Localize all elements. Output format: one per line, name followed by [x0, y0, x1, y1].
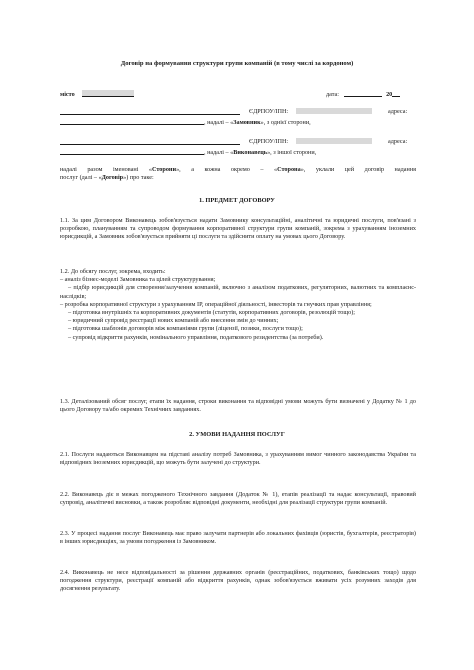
clause-1-2-item: – підбір юрисдикцій для створення/залучення компаній, включно з аналізом податкових, регуляторних, валютних та комплаєнс-наслідків;	[60, 284, 416, 300]
together-a: надалі разом іменовані «	[60, 166, 152, 173]
party2-edrpou-label: ЄДРПОУ/ІПН:	[249, 138, 289, 145]
party2-name-field[interactable]	[60, 138, 240, 145]
date-label: дата:	[326, 91, 339, 98]
clause-2-4-text: 2.4. Виконавець не несе відповідальності за рішення державних органів (реєстраційних, податкових, банківських тощо) щодо погодження структури, реєстрації компаній або відкриття рахунків, однак зобов'язується вживати усіх розумних заходів для досягнення результату.	[60, 569, 416, 593]
party1-suffix: », з однієї сторони,	[260, 119, 311, 126]
party1-role: Замовник	[233, 119, 261, 126]
clause-1-1-text: 1.1. За цим Договором Виконавець зобов'язується надати Замовнику консультаційні, аналітичні та юридичні послуги, пов'язані з розробкою, плануванням та супроводом формування корпоративної структури групи компаній, зокрема з урахуванням іноземних юрисдикцій, а Замовник зобов'язується прийняти ці послуги та здійснити оплату на умовах цього Договору.	[60, 217, 416, 241]
party1-edrpou-field[interactable]	[296, 108, 372, 114]
date-line	[326, 90, 400, 99]
party2-edrpou-field[interactable]	[296, 138, 372, 144]
together-parties: Сторони	[151, 166, 177, 173]
clause-1-3-text: 1.3. Деталізований обсяг послуг, етапи їх надання, строки виконання та відповідні умови можуть бути визначені у Додатку № 1 до цього Договору та/або окремих Технічних завданнях.	[60, 398, 416, 414]
clause-2-1-text: 2.1. Послуги надаються Виконавцем на підставі аналізу потреб Замовника, з урахуванням вимог чинного законодавства України та відповідних іноземних юрисдикцій, що можуть бути залучені до структури.	[60, 451, 416, 467]
party2-address-field[interactable]	[60, 148, 204, 155]
city-field[interactable]	[82, 90, 134, 97]
city-line	[60, 90, 134, 99]
clause-1-2-item: – розробка корпоративної структури з урахуванням IP, операційної діяльності, інвесторів та гнучких прав управління;	[60, 300, 372, 308]
party2-line2	[60, 148, 316, 157]
clause-2-3	[60, 530, 416, 546]
party2-edrpou	[249, 138, 372, 146]
clause-1-2-item: – супровід відкриття рахунків, номінального управління, податкового резидентства (за потреби).	[68, 333, 324, 341]
clause-1-3	[60, 398, 416, 414]
party1-address-field[interactable]	[60, 118, 204, 125]
clause-1-2-item: – юридичний супровід реєстрації нових компаній або внесення змін до чинних;	[68, 317, 279, 325]
year-prefix: 20	[386, 91, 393, 98]
party2-address-label: адреса:	[388, 138, 408, 145]
party2-prefix: , надалі – «	[204, 149, 234, 156]
section1-heading: 1. ПРЕДМЕТ ДОГОВОРУ	[199, 197, 275, 204]
section2-heading: 2. УМОВИ НАДАННЯ ПОСЛУГ	[189, 431, 285, 438]
clause-1-2	[60, 268, 416, 342]
clause-2-3-text: 2.3. У процесі надання послуг Виконавець має право залучати партнерів або локальних фахівців (юристів, бухгалтерів, реєстраторів) в інших юрисдикціях, за умови погодження із Замовником.	[60, 530, 416, 546]
together2-c: ») про таке:	[123, 174, 154, 182]
clause-2-2-text: 2.2. Виконавець діє в межах погодженого Технічного завдання (Додаток № 1), етапів реалізації та надає консультації, правовий супровід, аналітичні висновки, а також розробляє відповідні документи, необхідні для реалізації структури групи компаній.	[60, 491, 416, 507]
party2-suffix: », з іншої сторони,	[267, 149, 317, 156]
together-e: », уклали цей договір надання	[300, 166, 416, 173]
together2-contract: Договір	[101, 174, 124, 182]
together2-a: послуг (далі – «	[60, 174, 102, 182]
clause-1-2-intro: 1.2. До обсягу послуг, зокрема, входить:	[60, 268, 166, 275]
party1-address-label: адреса:	[388, 108, 408, 115]
party1-name-field[interactable]	[60, 108, 240, 115]
party1-line2	[60, 118, 311, 127]
clause-2-2	[60, 491, 416, 507]
parties-together	[60, 166, 416, 182]
year-field[interactable]	[392, 90, 400, 97]
party1-edrpou-label: ЄДРПОУ/ІПН:	[249, 108, 289, 115]
clause-2-4	[60, 569, 416, 594]
clause-1-2-item: – аналіз бізнес-моделі Замовника та цілей структурування;	[60, 276, 216, 284]
clause-1-2-item: – підготовка внутрішніх та корпоративних документів (статутів, корпоративних договорів, резолюцій тощо);	[68, 309, 355, 317]
clause-1-1	[60, 217, 416, 242]
together-party: Сторона	[277, 166, 301, 173]
document-title: Договір на формування структури групи компаній (в тому числі за кордоном)	[120, 60, 354, 67]
party2-role: Виконавець	[233, 149, 268, 156]
city-label: місто	[60, 91, 75, 98]
clause-1-2-item: – підготовка шаблонів договорів між компаніями групи (ліцензії, позики, послуги тощо);	[68, 325, 303, 333]
party1-prefix: , надалі – «	[204, 119, 234, 126]
party2-line1	[60, 138, 240, 147]
together-c: », а кожна окремо – «	[176, 166, 278, 173]
date-field[interactable]	[344, 90, 382, 97]
party1-edrpou	[249, 108, 372, 116]
party1-address	[388, 108, 407, 116]
clause-2-1	[60, 451, 416, 467]
party1-line1	[60, 108, 240, 117]
party2-address	[388, 138, 407, 146]
